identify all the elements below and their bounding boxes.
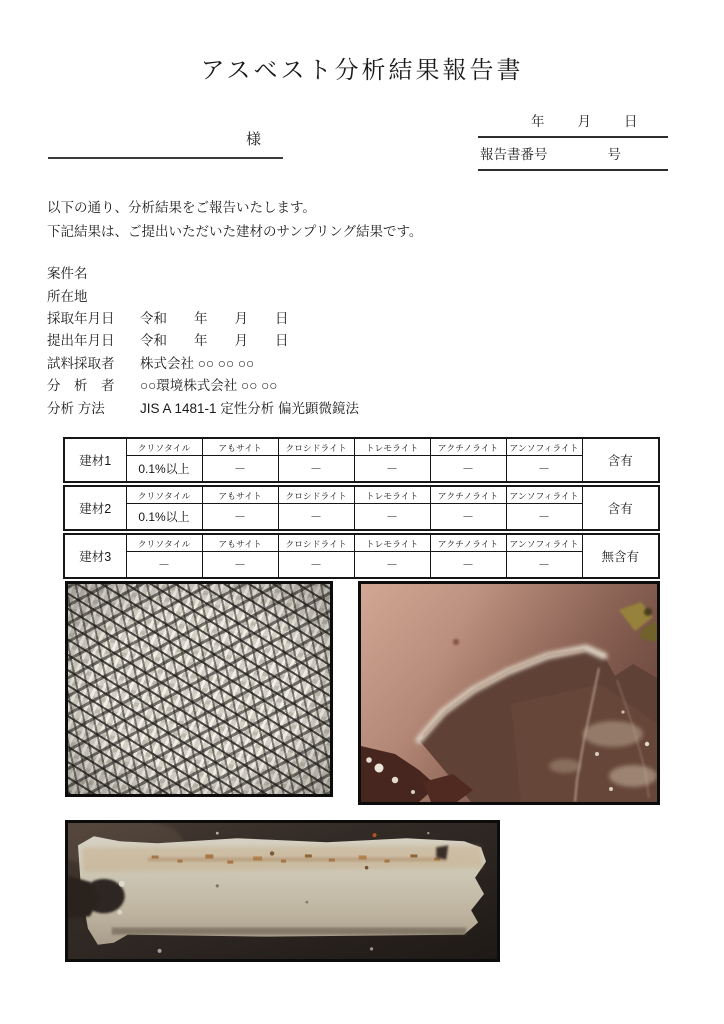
field-row-case-name — [47, 261, 359, 283]
sample-photo-fibrous-board — [65, 581, 333, 797]
mineral-header-anthophyllite: アンソフィライト — [506, 486, 582, 504]
date-day-label: 日 — [624, 114, 638, 129]
report-number-label: 報告書番号 — [480, 147, 548, 162]
results-block-material1 — [63, 437, 660, 483]
addressee-underline — [48, 122, 283, 159]
intro-line-1: 以下の通り、分析結果をご報告いたします。 — [47, 200, 316, 215]
mineral-value: － — [354, 552, 430, 579]
mineral-header-amosite: アもサイト — [202, 534, 278, 552]
mineral-value: － — [126, 552, 202, 579]
result-judgement: 含有 — [582, 438, 659, 482]
mineral-value: － — [506, 456, 582, 483]
mineral-header-anthophyllite: アンソフィライト — [506, 438, 582, 456]
report-meta — [478, 106, 668, 171]
mineral-value: － — [202, 504, 278, 531]
mineral-header-crocidolite: クロシドライト — [278, 486, 354, 504]
case-fields — [47, 261, 359, 418]
field-row-location — [47, 283, 359, 305]
field-value: 令和 年 月 日 — [140, 310, 289, 326]
sample-photo-brown-tile — [358, 581, 660, 805]
field-row-sampling-date — [47, 306, 359, 328]
field-value: JIS A 1481-1 定性分析 偏光顕微鏡法 — [140, 400, 360, 416]
field-label: 分析 方法 — [47, 400, 105, 416]
mineral-header-amosite: アもサイト — [202, 486, 278, 504]
results-block-material2 — [63, 485, 660, 531]
mineral-header-chrysotile: クリソタイル — [126, 534, 202, 552]
report-number-row — [478, 138, 668, 171]
mineral-header-anthophyllite: アンソフィライト — [506, 534, 582, 552]
mineral-header-tremolite: トレモライト — [354, 534, 430, 552]
analysis-results-table — [63, 437, 658, 581]
field-value: 令和 年 月 日 — [140, 333, 289, 349]
field-label: 採取年月日 — [47, 310, 115, 326]
field-value: 株式会社 ○○ ○○ ○○ — [140, 355, 255, 371]
mineral-header-tremolite: トレモライト — [354, 438, 430, 456]
mineral-value: － — [278, 552, 354, 579]
mineral-value: － — [202, 456, 278, 483]
mineral-header-actinolite: アクチノライト — [430, 438, 506, 456]
field-row-method — [47, 395, 359, 417]
mineral-value: － — [430, 552, 506, 579]
report-date-row — [478, 106, 668, 138]
field-label: 提出年月日 — [47, 333, 115, 349]
results-block-material3 — [63, 533, 660, 579]
intro-line-2: 下記結果は、ご提出いただいた建材のサンプリング結果です。 — [47, 224, 423, 239]
mineral-header-crocidolite: クロシドライト — [278, 534, 354, 552]
mineral-header-chrysotile: クリソタイル — [126, 486, 202, 504]
mineral-value: － — [202, 552, 278, 579]
mineral-value: 0.1%以上 — [126, 456, 202, 483]
mineral-header-chrysotile: クリソタイル — [126, 438, 202, 456]
field-row-sampler — [47, 351, 359, 373]
mineral-value: － — [430, 456, 506, 483]
mineral-header-actinolite: アクチノライト — [430, 486, 506, 504]
mineral-value: － — [354, 456, 430, 483]
date-month-label: 月 — [577, 114, 591, 129]
mineral-value: － — [506, 552, 582, 579]
field-row-submission-date — [47, 328, 359, 350]
mineral-value: － — [430, 504, 506, 531]
mineral-header-actinolite: アクチノライト — [430, 534, 506, 552]
mineral-header-crocidolite: クロシドライト — [278, 438, 354, 456]
addressee-honorific: 様 — [245, 131, 261, 148]
mineral-value: － — [506, 504, 582, 531]
date-year-label: 年 — [531, 114, 545, 129]
mineral-header-tremolite: トレモライト — [354, 486, 430, 504]
mineral-value: － — [278, 456, 354, 483]
sample-photo-board-cross-section — [65, 820, 500, 962]
material-name: 建材2 — [64, 486, 126, 530]
mineral-value: － — [278, 504, 354, 531]
material-name: 建材3 — [64, 534, 126, 578]
mineral-value: 0.1%以上 — [126, 504, 202, 531]
mineral-header-amosite: アもサイト — [202, 438, 278, 456]
field-label: 試料採取者 — [47, 355, 115, 371]
field-label: 案件名 — [47, 266, 88, 282]
result-judgement: 無含有 — [582, 534, 659, 578]
field-label: 分 析 者 — [47, 378, 115, 394]
field-label: 所在地 — [47, 288, 88, 304]
report-number-suffix: 号 — [607, 147, 621, 162]
field-row-analyst — [47, 373, 359, 395]
field-value: ○○環境株式会社 ○○ ○○ — [140, 378, 278, 394]
page-title: アスベスト分析結果報告書 — [200, 57, 524, 84]
material-name: 建材1 — [64, 438, 126, 482]
mineral-value: － — [354, 504, 430, 531]
result-judgement: 含有 — [582, 486, 659, 530]
intro-text — [47, 196, 422, 244]
